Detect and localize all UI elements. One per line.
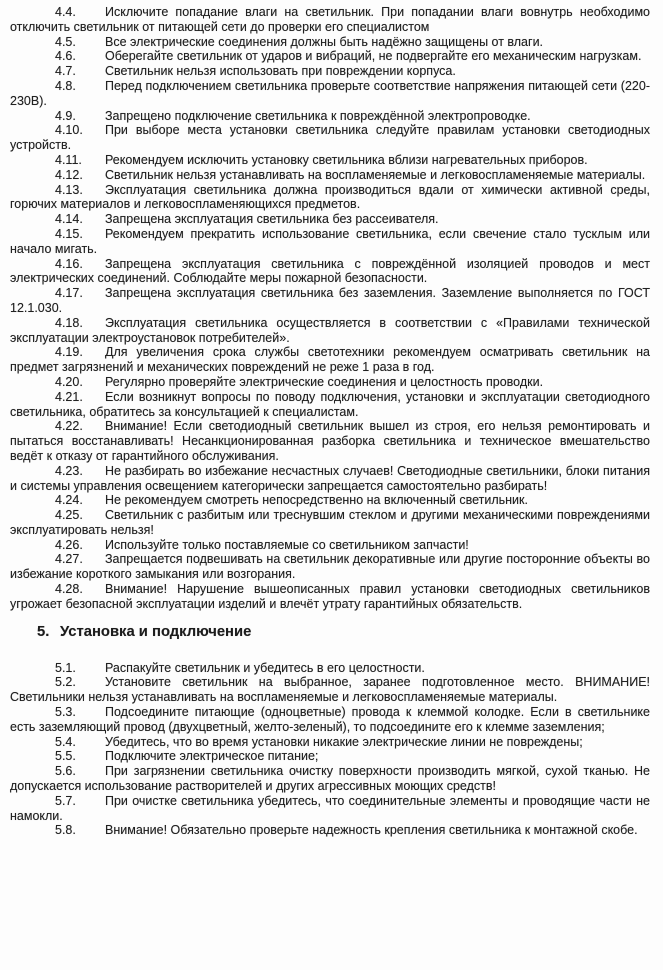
item-text: Светильник нельзя использовать при повреждении корпуса. — [105, 64, 456, 79]
list-item — [10, 153, 650, 168]
item-number: 5.5. — [55, 749, 76, 764]
item-number: 5.7. — [55, 793, 76, 808]
item-number: 4.8. — [55, 78, 76, 93]
list-item — [10, 794, 650, 824]
item-number: 4.10. — [55, 123, 83, 138]
item-text: Светильник нельзя устанавливать на воспламеняемые и легковоспламеняемые материалы. — [105, 167, 646, 182]
item-number: 4.17. — [55, 286, 83, 301]
item-text: Оберегайте светильник от ударов и вибраций, не подвергайте его механическим нагрузкам. — [105, 49, 642, 64]
section-5-heading — [10, 624, 650, 641]
section-heading-title: Установка и подключение — [60, 623, 252, 640]
item-text: Запрещается подвешивать на светильник декоративные или другие посторонние объекты во избежание короткого замыкания или возгорания. — [10, 552, 650, 582]
item-number: 5.2. — [55, 675, 76, 690]
list-item — [10, 661, 650, 676]
list-item — [10, 212, 650, 227]
item-text: Внимание! Обязательно проверьте надежность крепления светильника к монтажной скобе. — [105, 823, 638, 838]
list-item — [10, 257, 650, 287]
item-number: 4.15. — [55, 226, 83, 241]
item-text: При загрязнении светильника очистку поверхности производить мягкой, сухой тканью. Не допускается использование растворителей и других агрессивных моющих средств! — [10, 764, 650, 794]
item-number: 4.18. — [55, 315, 83, 330]
item-text: Убедитесь, что во время установки никакие электрические линии не повреждены; — [105, 734, 583, 749]
item-number: 5.1. — [55, 660, 76, 675]
item-number: 5.8. — [55, 823, 76, 838]
item-text: Запрещена эксплуатация светильника без рассеивателя. — [105, 212, 439, 227]
item-number: 4.4. — [55, 5, 76, 19]
item-text: Светильник с разбитым или треснувшим стеклом и другими механическими повреждениями эксплуатировать нельзя! — [10, 508, 650, 537]
item-number: 5.3. — [55, 705, 76, 720]
item-number: 4.7. — [55, 64, 76, 79]
list-item — [10, 508, 650, 538]
item-number: 4.27. — [55, 552, 83, 567]
item-text: Все электрические соединения должны быть надёжно защищены от влаги. — [105, 34, 544, 49]
list-item — [10, 316, 650, 346]
list-item — [10, 35, 650, 50]
item-text: Внимание! Если светодиодный светильник вышел из строя, его нельзя ремонтировать и пытаться восстанавливать! Несанкционированная разборка светильника и техническое вмешательство ведёт к отказу от гарантийного обслуживания. — [10, 419, 650, 463]
item-text: При очистке светильника убедитесь, что соединительные элементы и проводящие части не намокли. — [10, 793, 650, 823]
item-text: Запрещена эксплуатация светильника без заземления. Заземление выполняется по ГОСТ 12.1.030. — [10, 286, 650, 315]
list-item — [10, 345, 650, 375]
item-text: Эксплуатация светильника осуществляется в соответствии с «Правилами технической эксплуатации электроустановок потребителей». — [10, 315, 650, 345]
item-number: 4.20. — [55, 374, 83, 389]
list-item — [10, 675, 650, 705]
item-number: 5.6. — [55, 764, 76, 779]
item-text: Подсоедините питающие (одноцветные) провода к клеммой колодке. Если в светильнике есть заземляющий провод (двухцветный, желто-зеленый), то подсоедините его к клемме заземления; — [10, 705, 650, 734]
list-item — [10, 5, 650, 35]
item-number: 4.5. — [55, 34, 76, 49]
section-4-safety-items — [10, 5, 650, 612]
item-text: Если возникнут вопросы по поводу подключения, установки и эксплуатации светодиодного светильника, обратитесь за консультацией к специалистам. — [10, 389, 650, 419]
item-text: Внимание! Нарушение вышеописанных правил установки светодиодных светильников угрожает безопасной эксплуатации изделий и влечёт утрату гарантийных обязательств. — [10, 582, 650, 611]
list-item — [10, 183, 650, 213]
item-text: Установите светильник на выбранное, заранее подготовленное место. ВНИМАНИЕ! Светильники нельзя устанавливать на воспламеняемые и легковоспламеняемые материалы. — [10, 675, 650, 705]
list-item — [10, 538, 650, 553]
item-text: Эксплуатация светильника должна производиться вдали от химически активной среды, горючих материалов и легковоспламеняющихся предметов. — [10, 182, 650, 212]
list-item — [10, 749, 650, 764]
list-item — [10, 735, 650, 750]
item-number: 4.11. — [55, 152, 82, 167]
list-item — [10, 168, 650, 183]
list-item — [10, 764, 650, 794]
item-number: 4.19. — [55, 345, 83, 360]
list-item — [10, 419, 650, 463]
item-number: 4.16. — [55, 256, 83, 271]
item-number: 4.9. — [55, 108, 76, 123]
item-text: Исключите попадание влаги на светильник. При попадании влаги вовнутрь необходимо отключить светильник от питающей сети до проверки его специалистом — [10, 5, 650, 34]
item-text: Подключите электрическое питание; — [105, 749, 319, 764]
item-number: 4.24. — [55, 493, 83, 508]
list-item — [10, 464, 650, 494]
item-number: 4.13. — [55, 182, 83, 197]
list-item — [10, 286, 650, 316]
item-number: 4.14. — [55, 212, 83, 227]
item-number: 4.22. — [55, 419, 83, 434]
list-item — [10, 552, 650, 582]
list-item — [10, 79, 650, 109]
list-item — [10, 823, 650, 838]
section-5-installation-items — [10, 661, 650, 839]
item-text: Перед подключением светильника проверьте соответствие напряжения питающей сети (220-230В). — [10, 78, 650, 108]
list-item — [10, 493, 650, 508]
item-text: Распакуйте светильник и убедитесь в его целостности. — [105, 660, 425, 675]
list-item — [10, 227, 650, 257]
list-item — [10, 123, 650, 153]
item-number: 4.21. — [55, 389, 83, 404]
section-heading-number: 5. — [37, 623, 50, 640]
item-text: Не рекомендуем смотреть непосредственно на включенный светильник. — [105, 493, 528, 508]
item-text: Не разбирать во избежание несчастных случаев! Светодиодные светильники, блоки питания и системы управления освещением категорически запрещается самостоятельно разбирать! — [10, 463, 650, 493]
item-text: При выборе места установки светильника следуйте правилам установки светодиодных устройств. — [10, 123, 650, 153]
list-item — [10, 109, 650, 124]
item-number: 5.4. — [55, 734, 76, 749]
item-number: 4.25. — [55, 508, 83, 523]
list-item — [10, 64, 650, 79]
item-text: Запрещено подключение светильника к повреждённой электропроводке. — [105, 108, 531, 123]
item-number: 4.28. — [55, 582, 83, 597]
item-number: 4.6. — [55, 49, 76, 64]
item-text: Запрещена эксплуатация светильника с повреждённой изоляцией проводов и мест электрических соединений. Соблюдайте меры пожарной безопасности. — [10, 256, 650, 286]
item-text: Регулярно проверяйте электрические соединения и целостность проводки. — [105, 374, 544, 389]
item-text: Используйте только поставляемые со светильником запчасти! — [105, 537, 469, 552]
item-number: 4.12. — [55, 167, 83, 182]
item-text: Для увеличения срока службы светотехники рекомендуем осматривать светильник на предмет загрязнений и механических повреждений не реже 1 раза в год. — [10, 345, 650, 375]
list-item — [10, 705, 650, 735]
list-item — [10, 49, 650, 64]
item-text: Рекомендуем исключить установку светильника вблизи нагревательных приборов. — [105, 152, 588, 167]
list-item — [10, 375, 650, 390]
list-item — [10, 582, 650, 612]
item-number: 4.26. — [55, 537, 83, 552]
item-number: 4.23. — [55, 463, 83, 478]
item-text: Рекомендуем прекратить использование светильника, если свечение стало тусклым или начало мигать. — [10, 226, 650, 256]
list-item — [10, 390, 650, 420]
